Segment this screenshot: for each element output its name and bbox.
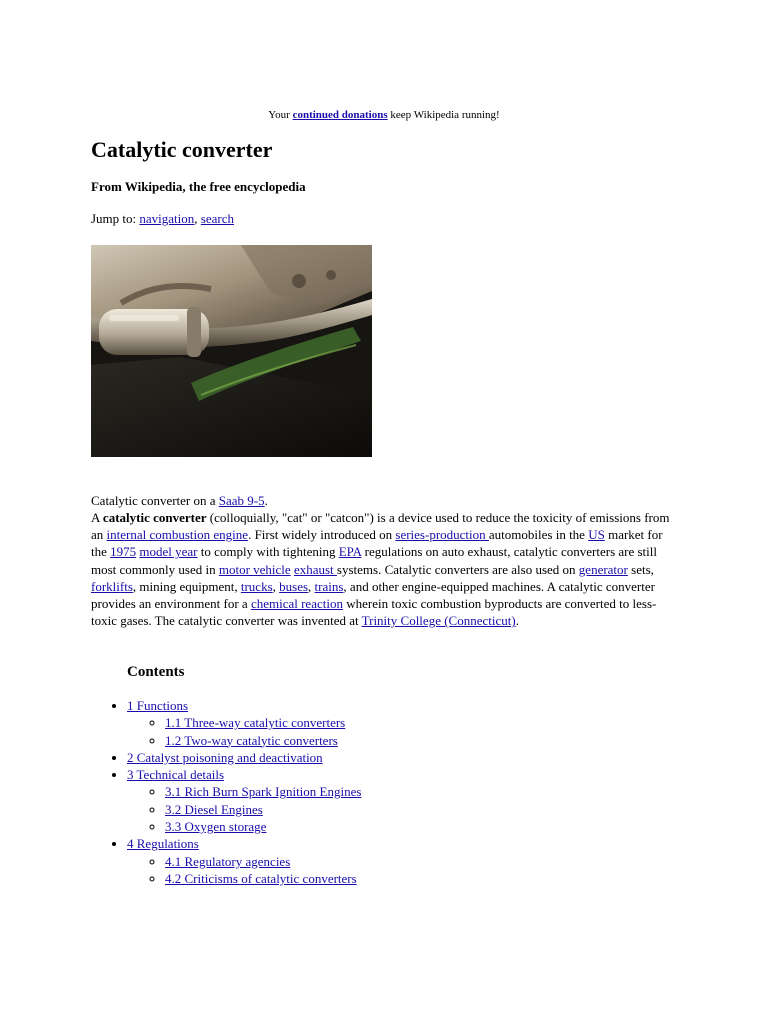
saab-link[interactable]: Saab 9-5 xyxy=(218,493,265,508)
toc-link[interactable]: 3 Technical details xyxy=(127,767,225,783)
lead-text: wherein toxic combustion byproducts are converted to less-toxic gases. The catalytic converter was invented at xyxy=(91,596,657,629)
photo-illustration xyxy=(91,245,372,457)
lead-text: market for the xyxy=(91,527,663,560)
lead-text: (colloquially, "cat" or "catcon") is a device used to reduce the toxicity of emissions from an xyxy=(91,510,670,543)
lead-text: , xyxy=(308,578,315,594)
article-link[interactable]: model year xyxy=(139,544,198,560)
jump-to xyxy=(91,211,234,227)
table-of-contents xyxy=(91,697,361,887)
toc-sublist xyxy=(127,853,361,888)
toc-item xyxy=(127,749,361,766)
donations-link[interactable]: continued donations xyxy=(292,109,388,121)
site-notice-prefix: Your xyxy=(268,109,293,121)
toc-title: Contents xyxy=(127,664,185,680)
toc-subitem xyxy=(165,714,361,731)
toc-sublink[interactable]: 3.2 Diesel Engines xyxy=(165,801,263,817)
article-link[interactable]: buses xyxy=(279,578,309,594)
lead-text: . First widely introduced on xyxy=(248,527,396,543)
article-link[interactable]: series-production xyxy=(395,527,489,543)
toc-link[interactable]: 2 Catalyst poisoning and deactivation xyxy=(127,749,323,765)
toc-subitem xyxy=(165,783,361,800)
navigation-link[interactable]: navigation xyxy=(139,211,195,226)
tagline: From Wikipedia, the free encyclopedia xyxy=(91,179,306,194)
lead-text: automobiles in the xyxy=(488,527,589,543)
article-link[interactable]: exhaust xyxy=(293,561,337,577)
article-link[interactable]: trains xyxy=(314,578,344,594)
article-link[interactable]: motor vehicle xyxy=(218,561,291,577)
toc-sublink[interactable]: 3.3 Oxygen storage xyxy=(165,819,267,835)
bold-term: catalytic converter xyxy=(102,510,207,525)
article-link[interactable]: trucks xyxy=(240,578,273,594)
toc-sublink[interactable]: 4.2 Criticisms of catalytic converters xyxy=(165,870,357,886)
toc-sublink[interactable]: 1.1 Three-way catalytic converters xyxy=(165,715,346,731)
toc-link[interactable]: 1 Functions xyxy=(127,698,189,713)
jump-to-separator: , xyxy=(194,211,201,226)
lead-text: , xyxy=(272,578,280,594)
article-link[interactable]: Trinity College (Connecticut) xyxy=(361,613,516,629)
toc-subitem xyxy=(165,801,361,818)
caption-prefix: Catalytic converter on a xyxy=(91,493,219,508)
lead-text: to comply with tightening xyxy=(197,544,339,560)
lead-text: , mining equipment, xyxy=(132,578,241,594)
toc-sublink[interactable]: 1.2 Two-way catalytic converters xyxy=(165,732,338,748)
toc-item xyxy=(127,766,361,835)
search-link[interactable]: search xyxy=(200,211,234,226)
lead-text: A xyxy=(91,510,103,525)
jump-to-prefix: Jump to: xyxy=(91,211,140,226)
article-link[interactable]: forklifts xyxy=(91,578,133,594)
article-link[interactable]: chemical reaction xyxy=(250,596,343,612)
caption-suffix: . xyxy=(264,493,268,508)
toc-sublist xyxy=(127,714,361,749)
lead-text: , and other engine-equipped machines. A catalytic converter provides an environment for a xyxy=(91,578,655,612)
toc-subitem xyxy=(165,853,361,870)
article-link[interactable]: internal combustion engine xyxy=(106,527,249,543)
toc-item xyxy=(127,835,361,887)
article-link[interactable]: US xyxy=(588,527,605,543)
site-notice xyxy=(0,108,768,122)
toc-link[interactable]: 4 Regulations xyxy=(127,836,199,852)
catalytic-converter-photo[interactable] xyxy=(91,245,372,457)
article-link[interactable]: EPA xyxy=(338,544,362,560)
article-link[interactable]: 1975 xyxy=(110,544,137,560)
lead-paragraph xyxy=(91,509,681,629)
toc-subitem xyxy=(165,818,361,835)
toc-item xyxy=(127,697,361,749)
lead-text: sets, xyxy=(627,561,654,577)
article-link[interactable]: generator xyxy=(578,561,628,577)
toc-subitem xyxy=(165,870,361,887)
page-title: Catalytic converter xyxy=(91,137,273,162)
toc-sublink[interactable]: 4.1 Regulatory agencies xyxy=(165,853,291,869)
toc-subitem xyxy=(165,732,361,749)
lead-text: . xyxy=(515,613,519,629)
site-notice-suffix: keep Wikipedia running! xyxy=(387,109,500,121)
toc-sublink[interactable]: 3.1 Rich Burn Spark Ignition Engines xyxy=(165,784,362,800)
lead-text: regulations on auto exhaust, catalytic converters are still most commonly used in xyxy=(91,544,658,577)
lead-text: systems. Catalytic converters are also used on xyxy=(336,561,579,577)
toc-sublist xyxy=(127,783,361,835)
image-caption xyxy=(91,492,268,509)
